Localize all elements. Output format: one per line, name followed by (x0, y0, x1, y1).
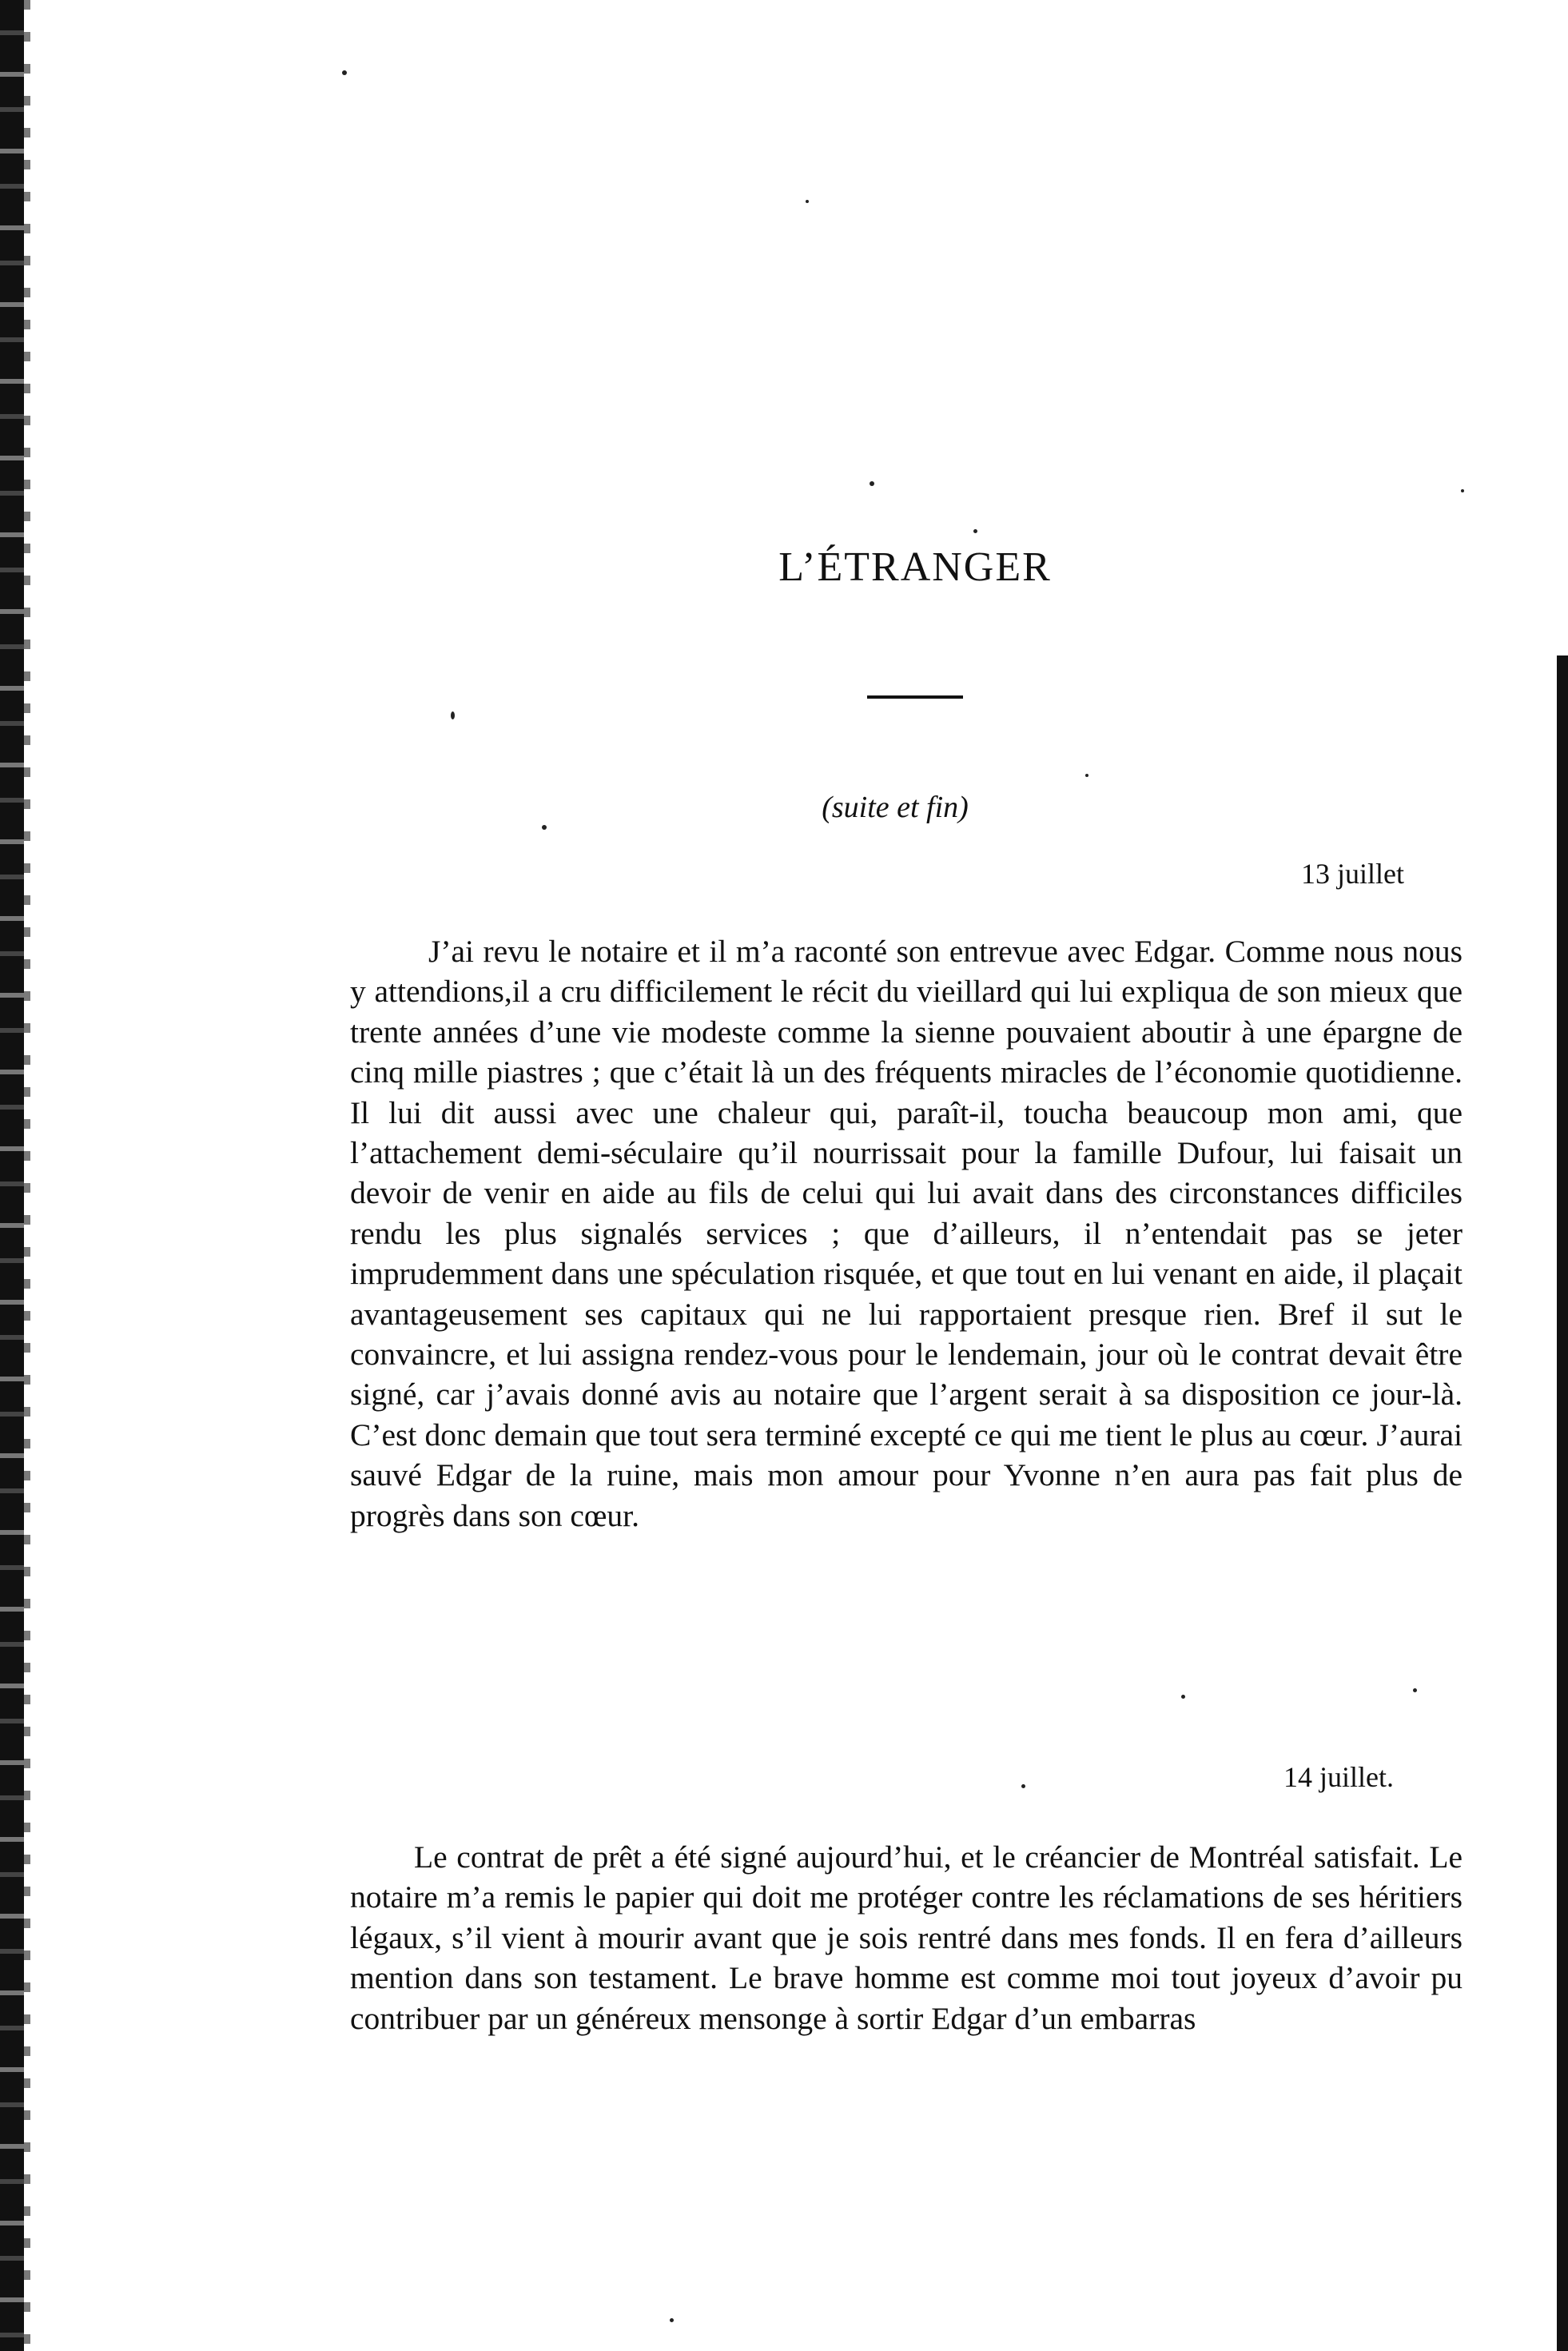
entry-text: Le contrat de prêt a été signé aujourd’hui, et le créancier de Montréal satisfait. Le notaire m’a remis le papier qui doit me protéger contre les réclamations de ses héritiers légaux, s’il vient à mourir avant que je sois rentré dans mes fonds. Il en fera d’ailleurs mention dans son testament. Le brave homme est comme moi tout joyeux d’avoir pu contribuer par un généreux mensonge à sortir Edgar d’un embarras (350, 1839, 1463, 2036)
scan-speck (451, 711, 455, 719)
scan-speck (670, 2318, 674, 2322)
page-binding-edge (0, 0, 24, 2351)
chapter-subtitle: (suite et fin) (822, 791, 969, 824)
title-divider (867, 695, 963, 699)
scan-speck (1021, 1784, 1025, 1788)
page-right-edge (1557, 655, 1568, 2351)
scan-speck (1181, 1695, 1185, 1699)
entry-date: 13 juillet (1301, 858, 1404, 890)
scan-speck (1461, 489, 1464, 492)
chapter-title: L’ÉTRANGER (778, 544, 1052, 590)
scan-speck (1085, 774, 1088, 777)
scan-speck (542, 825, 547, 830)
scan-speck (1413, 1688, 1417, 1692)
page-binding-shadow (24, 0, 30, 2351)
entry-text: J’ai revu le notaire et il m’a raconté son entrevue avec Edgar. Comme nous nous y attendions,il a cru difficilement le récit du vieillard qui lui expliqua de son mieux que trente années d’une vie modeste comme la sienne pouvaient aboutir à une épargne de cinq mille piastres ; que c’était là un des fréquents miracles de l’économie quotidienne. Il lui dit aussi avec une chaleur qui, paraît-il, toucha beaucoup mon ami, que l’attachement demi-séculaire qu’il nourrissait pour la famille Dufour, lui faisait un devoir de venir en aide au fils de celui qui lui avait dans des circonstances difficiles rendu les plus signalés services ; que d’ailleurs, il n’entendait pas se jeter imprudemment dans une spéculation risquée, et que tout en lui venant en aide, il plaçait avantageusement ses capitaux qui ne lui rapportaient presque rien. Bref il sut le convaincre, et lui assigna rendez-vous pour le lendemain, jour où le contrat devait être signé, car j’avais donné avis au notaire que l’argent serait à sa disposition ce jour-là. C’est donc demain que tout sera terminé excepté ce qui me tient le plus au cœur. J’aurai sauvé Edgar de la ruine, mais mon amour pour Yvonne n’en aura pas fait plus de progrès dans son cœur. (350, 934, 1463, 1533)
scan-speck (870, 481, 874, 486)
scan-speck (806, 200, 809, 203)
entry-date: 14 juillet. (1283, 1761, 1394, 1793)
scan-speck (973, 529, 977, 533)
scan-speck (342, 70, 347, 75)
